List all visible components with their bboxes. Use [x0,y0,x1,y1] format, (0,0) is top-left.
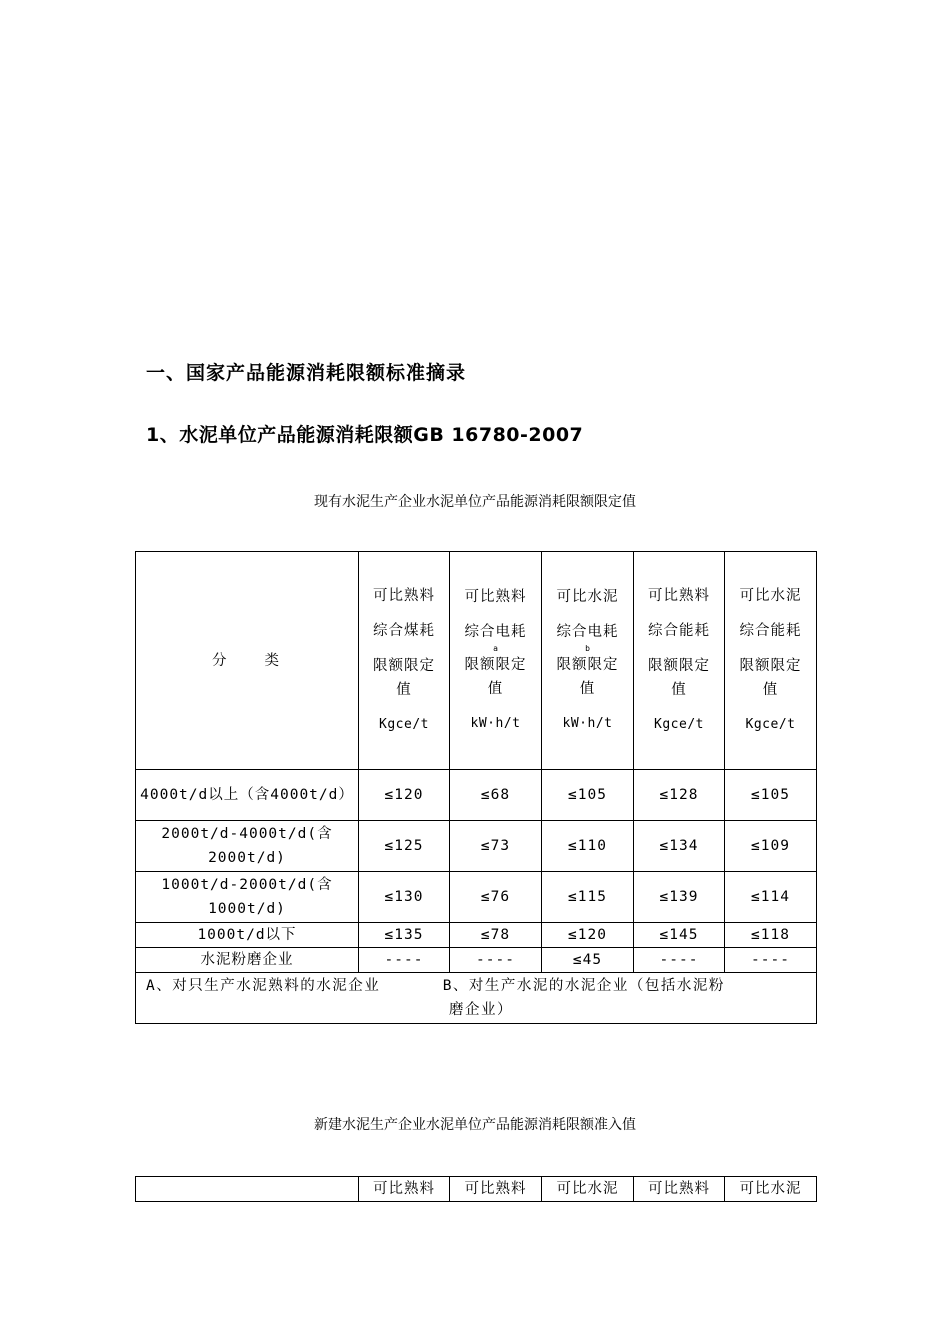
header-clinker-coal: 可比熟料 综合煤耗 限额限定 值 Kgce/t [359,552,450,770]
table-cell: ≤128 [634,770,725,821]
footnote-a: A、对只生产水泥熟料的水泥企业 [146,978,381,994]
table1-caption: 现有水泥生产企业水泥单位产品能源消耗限额限定值 [314,494,636,510]
row-category: 2000t/d-4000t/d(含2000t/d) [136,821,359,872]
table-header-cell: 可比熟料 [450,1177,542,1202]
table-row [136,923,817,948]
existing-limits-table [135,551,817,1024]
category-header: 分 类 [136,552,359,770]
table-cell: ≤118 [725,923,817,948]
table-header-cell: 可比水泥 [542,1177,634,1202]
row-category: 4000t/d以上（含4000t/d） [136,770,359,821]
table-cell: ≤120 [359,770,450,821]
row-category: 水泥粉磨企业 [136,948,359,973]
section-heading: 一、国家产品能源消耗限额标准摘录 [146,362,467,384]
table-cell: ≤120 [542,923,634,948]
footnote-b-cont: 磨企业） [449,1002,513,1018]
table-cell: ≤114 [725,872,817,923]
table-cell: ≤109 [725,821,817,872]
header-clinker-energy: 可比熟料 综合能耗 限额限定 值 Kgce/t [634,552,725,770]
table2-caption: 新建水泥生产企业水泥单位产品能源消耗限额准入值 [314,1117,636,1133]
row-category: 1000t/d-2000t/d(含1000t/d) [136,872,359,923]
header-cement-energy: 可比水泥 综合能耗 限额限定 值 Kgce/t [725,552,817,770]
table-cell: ≤78 [450,923,542,948]
category-header [136,1177,359,1202]
table-cell: ≤76 [450,872,542,923]
header-cement-power: 可比水泥 综合电耗 b 限额限定 值 kW·h/t [542,552,634,770]
table-row [136,821,817,872]
table-cell: ≤135 [359,923,450,948]
table-cell: ≤130 [359,872,450,923]
table-cell: ≤139 [634,872,725,923]
table-cell: ≤145 [634,923,725,948]
row-category: 1000t/d以下 [136,923,359,948]
table-cell: ≤105 [725,770,817,821]
table-cell: ---- [634,948,725,973]
header-clinker-power: 可比熟料 综合电耗 a 限额限定 值 kW·h/t [450,552,542,770]
table-cell: ---- [359,948,450,973]
table-row [136,770,817,821]
table-footnote [136,973,817,1024]
table-row [136,948,817,973]
table-cell: ≤115 [542,872,634,923]
table-row [136,872,817,923]
table-cell: ≤105 [542,770,634,821]
table-cell: ---- [450,948,542,973]
table-cell: ≤73 [450,821,542,872]
table-header-cell: 可比熟料 [359,1177,450,1202]
table-cell: ≤125 [359,821,450,872]
footnote-b: B、对生产水泥的水泥企业（包括水泥粉 [442,978,725,994]
table-header-cell: 可比水泥 [725,1177,817,1202]
table-cell: ≤68 [450,770,542,821]
table-cell: ---- [725,948,817,973]
new-entry-limits-table [135,1176,817,1202]
table-header-cell: 可比熟料 [634,1177,725,1202]
table-cell: ≤45 [542,948,634,973]
table-cell: ≤110 [542,821,634,872]
table-cell: ≤134 [634,821,725,872]
subsection-heading: 1、水泥单位产品能源消耗限额GB 16780-2007 [146,424,584,446]
